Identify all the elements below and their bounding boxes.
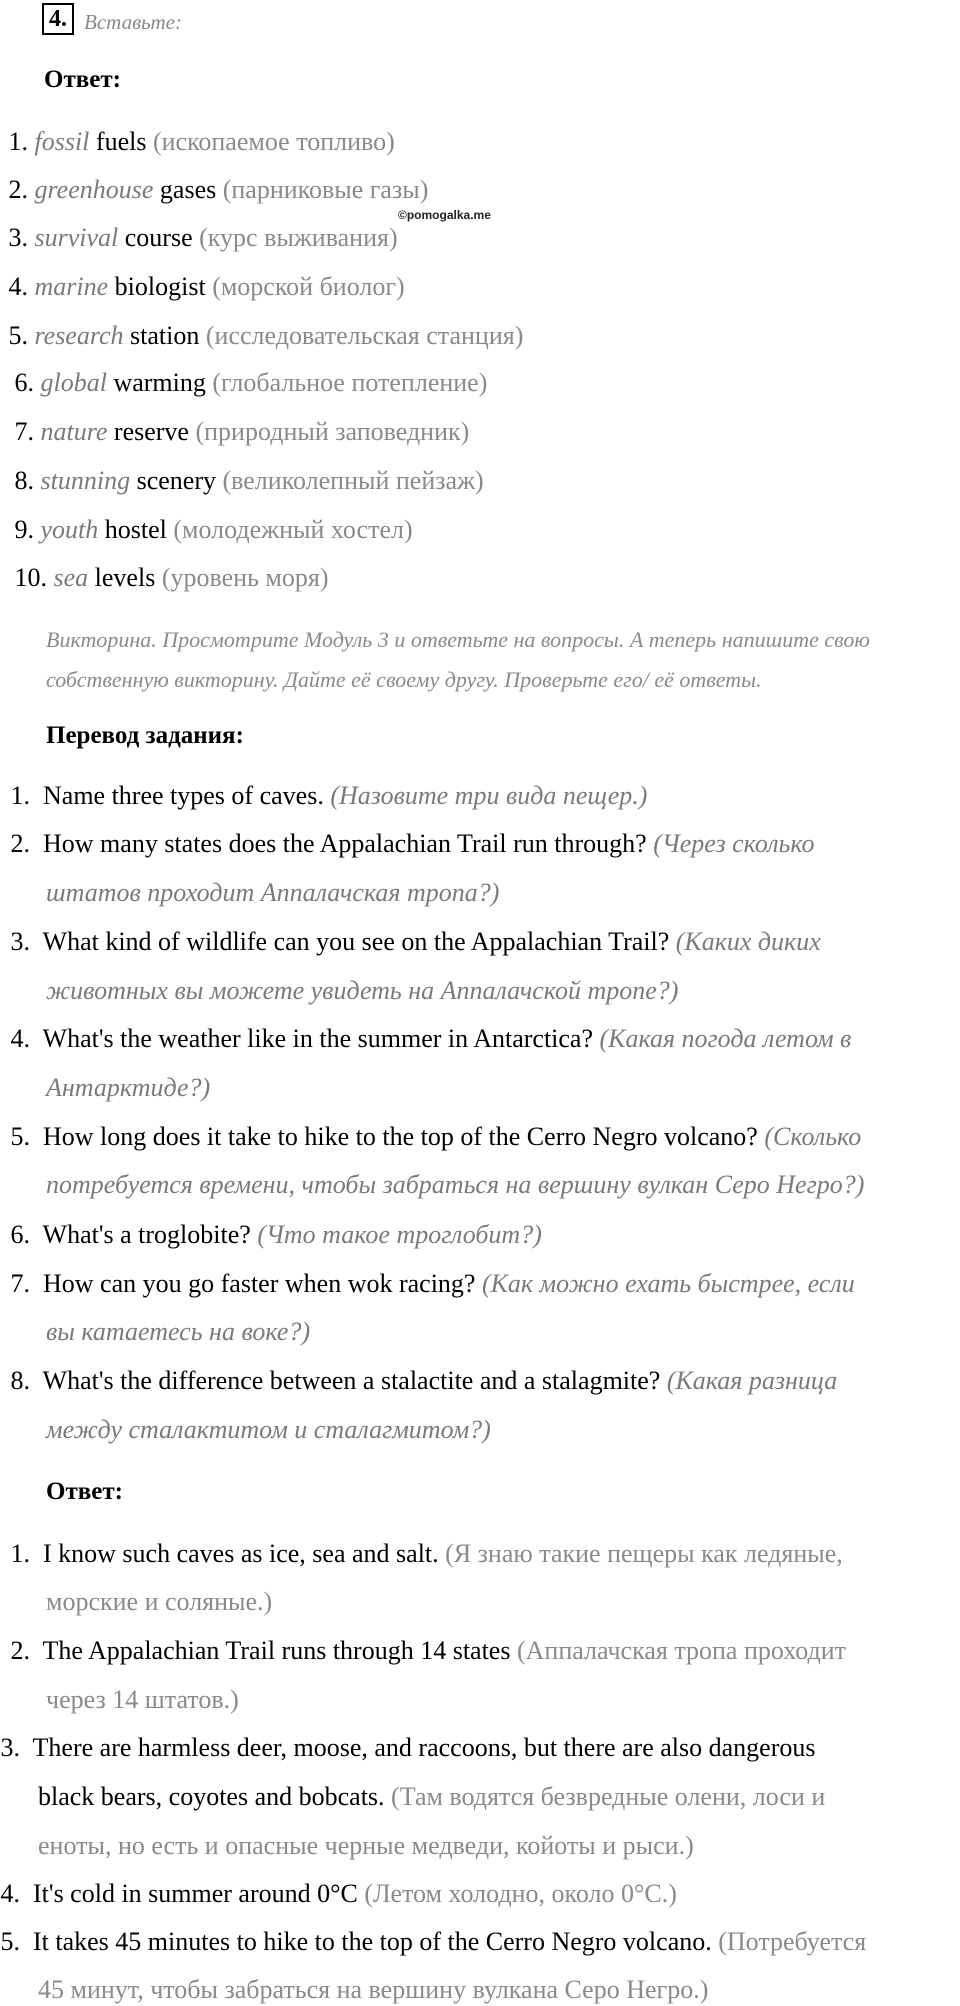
item-adjective: youth [40,515,99,544]
answer-text-cont [38,1781,825,1813]
question-translation: (Каких диких [675,927,821,956]
item-noun: levels [94,563,156,592]
item-noun: gases [159,175,217,204]
answer-item [0,1926,866,1958]
list-item [0,174,428,206]
answer-item [0,1538,843,1570]
answer-translation: (Потребуется [718,1927,867,1956]
answer-text: There are harmless deer, moose, and raccoons, but there are also dangerous [32,1733,816,1762]
list-item [0,465,484,497]
item-noun: warming [113,368,206,397]
question-item [0,926,821,958]
list-item [0,416,469,448]
item-number: 2. [8,175,28,204]
answer-text: It takes 45 minutes to hike to the top of the Cerro Negro volcano. [33,1927,712,1956]
item-number: 1. [10,1539,30,1568]
item-adjective: research [34,321,124,350]
item-noun: station [130,321,200,350]
question-translation: (Что такое троглобит?) [257,1220,542,1249]
item-adjective: fossil [34,127,90,156]
item-translation: (глобальное потепление) [212,368,488,397]
question-translation-cont: потребуется времени, чтобы забраться на вершину вулкан Серо Негро?) [46,1170,865,1199]
item-number: 7. [14,417,34,446]
question-translation: (Как можно ехать быстрее, если [481,1269,855,1298]
item-adjective: greenhouse [34,175,154,204]
answer-translation-cont: 45 минут, чтобы забраться на вершину вулкана Серо Негро.) [38,1975,709,2004]
question-translation-cont: животных вы можете увидеть на Аппалачской тропе?) [46,976,679,1005]
answer-text: black bears, coyotes and bobcats. [38,1782,385,1811]
item-translation: (уровень моря) [161,563,329,592]
question-text: What's the difference between a stalactite and a stalagmite? [42,1366,661,1395]
item-translation: (великолепный пейзаж) [222,466,484,495]
question-translation-cont: вы катаетесь на воке?) [46,1317,311,1346]
question-translation-cont: между сталактитом и сталагмитом?) [46,1415,491,1444]
item-adjective: sea [53,563,89,592]
task-instruction: Вставьте: [84,10,182,34]
answer-translation-cont: еноты, но есть и опасные черные медведи, койоты и рыси.) [38,1831,694,1860]
list-item [0,320,523,352]
item-adjective: survival [34,223,119,252]
item-translation: (курс выживания) [199,223,398,252]
item-number: 5. [8,321,28,350]
item-number: 4. [0,1879,20,1908]
question-text: What's the weather like in the summer in Antarctica? [42,1024,594,1053]
item-number: 3. [10,927,30,956]
item-translation: (ископаемое топливо) [152,127,395,156]
item-noun: hostel [104,515,167,544]
item-adjective: global [40,368,107,397]
answer-item [0,1635,846,1667]
answer-translation: (Я знаю такие пещеры как ледяные, [445,1539,843,1568]
item-number: 10. [14,563,47,592]
item-number: 9. [14,515,34,544]
item-noun: biologist [114,272,206,301]
item-translation: (природный заповедник) [195,417,470,446]
list-item [0,514,413,546]
item-number: 4. [10,1024,30,1053]
question-item [0,780,647,812]
item-number: 6. [10,1220,30,1249]
answer-heading-2: Ответ: [46,1478,123,1505]
answer-text: It's cold in summer around 0°C [33,1879,358,1908]
item-number: 1. [8,127,28,156]
item-number: 3. [0,1733,20,1762]
question-text: How many states does the Appalachian Trail run through? [43,829,647,858]
question-translation: (Сколько [764,1122,862,1151]
list-item [0,126,395,158]
answer-translation-cont: морские и соляные.) [46,1587,273,1616]
item-number: 7. [10,1269,30,1298]
answer-item [0,1878,677,1910]
list-item [0,271,405,303]
answer-translation-cont: через 14 штатов.) [46,1685,239,1714]
item-number: 1. [10,781,30,810]
answer-translation: (Аппалачская тропа проходит [516,1636,846,1665]
list-item [0,367,487,399]
question-text: What's a troglobite? [42,1220,251,1249]
question-item [0,1121,861,1153]
item-number: 2. [10,1636,30,1665]
question-text: Name three types of caves. [43,781,324,810]
question-translation: (Какая разница [666,1366,838,1395]
list-item [0,222,398,254]
item-noun: course [124,223,193,252]
item-adjective: stunning [40,466,131,495]
question-translation-cont: Антарктиде?) [46,1073,211,1102]
question-translation: (Назовите три вида пещер.) [330,781,648,810]
question-item [0,1023,851,1055]
answer-translation: (Там водятся безвредные олени, лоси и [391,1782,826,1811]
item-number: 5. [10,1122,30,1151]
question-text: What kind of wildlife can you see on the Appalachian Trail? [42,927,670,956]
question-translation: (Через сколько [653,829,815,858]
item-noun: reserve [113,417,189,446]
question-item [0,828,815,860]
question-item [0,1365,837,1397]
item-number: 2. [10,829,30,858]
answer-text: I know such caves as ice, sea and salt. [43,1539,439,1568]
question-translation-cont: штатов проходит Аппалачская тропа?) [46,878,500,907]
item-number: 6. [14,368,34,397]
answer-translation: (Летом холодно, около 0°C.) [364,1879,677,1908]
list-item [0,562,329,594]
item-number: 5. [0,1927,20,1956]
item-number: 4. [8,272,28,301]
answer-text: The Appalachian Trail runs through 14 states [42,1636,511,1665]
item-number: 8. [14,466,34,495]
task-number-box: 4. [42,3,74,35]
translation-heading: Перевод задания: [46,722,244,749]
item-adjective: marine [34,272,109,301]
item-translation: (исследовательская станция) [205,321,524,350]
watermark: ©pomogalka.me [398,208,491,222]
question-text: How can you go faster when wok racing? [43,1269,476,1298]
quiz-task-line-2: собственную викторину. Дайте её своему другу. Проверьте его/ её ответы. [46,667,762,692]
item-noun: fuels [95,127,147,156]
question-translation: (Какая погода летом в [599,1024,852,1053]
answer-item [0,1732,816,1764]
answer-heading-1: Ответ: [44,66,121,93]
item-translation: (морской биолог) [212,272,405,301]
item-noun: scenery [136,466,216,495]
item-adjective: nature [40,417,108,446]
item-number: 3. [8,223,28,252]
item-translation: (молодежный хостел) [173,515,413,544]
item-number: 8. [10,1366,30,1395]
question-item [0,1268,855,1300]
quiz-task-line-1: Викторина. Просмотрите Модуль 3 и ответьте на вопросы. А теперь напишите свою [46,627,870,652]
item-translation: (парниковые газы) [222,175,429,204]
question-text: How long does it take to hike to the top of the Cerro Negro volcano? [43,1122,758,1151]
question-item [0,1219,542,1251]
